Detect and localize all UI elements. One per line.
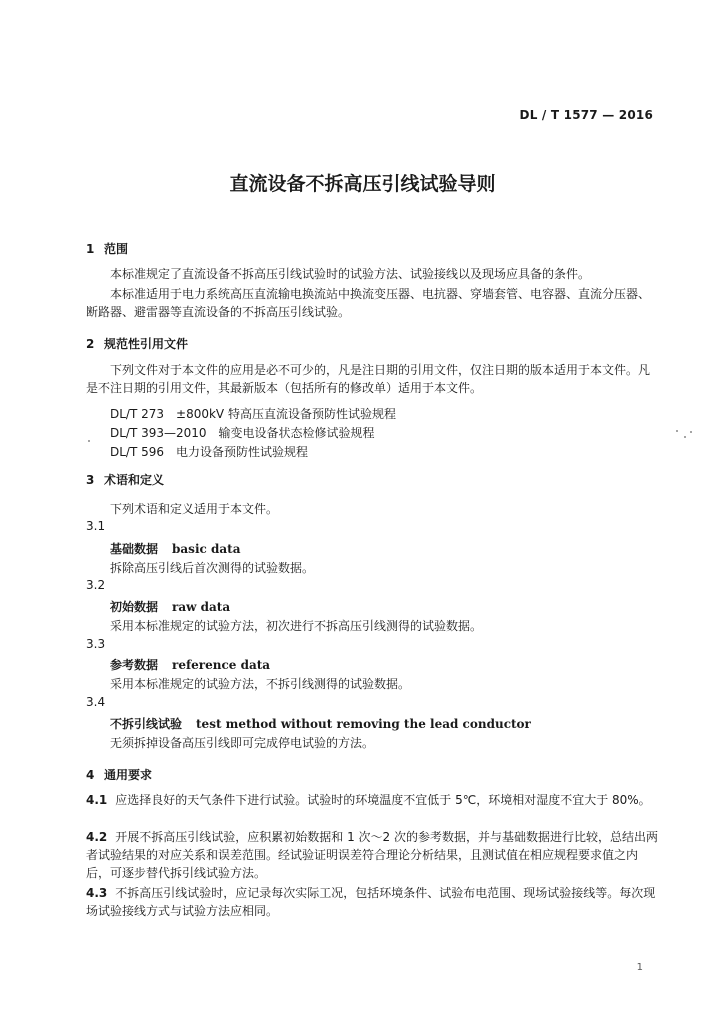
section-title: 规范性引用文件 xyxy=(104,337,189,351)
section-number: 2 xyxy=(86,337,95,351)
section-title: 术语和定义 xyxy=(104,473,165,487)
requirement-text: 不拆高压引线试验时，应记录每次实际工况，包括环境条件、试验布电范围、现场试验接线等。每次现场试验接线方式与试验方法应相同。 xyxy=(86,886,656,918)
reference-item: DL/T 596 电力设备预防性试验规程 xyxy=(110,445,309,459)
terms-intro: 下列术语和定义适用于本文件。 xyxy=(110,502,279,516)
term-heading xyxy=(110,540,240,557)
section-number: 1 xyxy=(86,242,95,256)
page-number: 1 xyxy=(636,962,643,973)
requirement-item xyxy=(86,791,658,809)
standard-code: DL / T 1577 — 2016 xyxy=(519,108,653,122)
term-heading xyxy=(110,656,270,673)
requirement-text: 开展不拆高压引线试验，应积累初始数据和 1 次～2 次的参考数据，并与基础数据进行比较，总结出两者试验结果的对应关系和误差范围。经试验证明误差符合理论分析结果，且测试值在相应规程要求值之内后，可逐步替代拆引线试验方法。 xyxy=(86,830,658,880)
document-title: 直流设备不拆高压引线试验导则 xyxy=(229,173,496,195)
scan-speck xyxy=(684,436,686,438)
term-zh: 参考数据 xyxy=(110,658,159,672)
reference-item: DL/T 393—2010 输变电设备状态检修试验规程 xyxy=(110,426,375,440)
term-en: basic data xyxy=(172,542,241,556)
term-heading xyxy=(110,598,230,615)
section-title: 通用要求 xyxy=(104,768,153,782)
requirement-number: 4.1 xyxy=(86,793,108,807)
requirement-item xyxy=(86,884,658,920)
term-heading xyxy=(110,715,531,732)
normative-paragraph: 下列文件对于本文件的应用是必不可少的，凡是注日期的引用文件，仅注日期的版本适用于本文件。凡是不注日期的引用文件，其最新版本（包括所有的修改单）适用于本文件。 xyxy=(86,363,651,395)
term-en: test method without removing the lead conductor xyxy=(196,717,531,731)
reference-item: DL/T 273 ±800kV 特高压直流设备预防性试验规程 xyxy=(110,407,396,421)
term-en: raw data xyxy=(172,600,231,614)
requirement-number: 4.2 xyxy=(86,830,108,844)
term-number: 3.4 xyxy=(86,695,106,709)
term-zh: 初始数据 xyxy=(110,600,159,614)
term-zh: 不拆引线试验 xyxy=(110,717,183,731)
scan-speck xyxy=(690,431,692,433)
section-heading-normative xyxy=(86,335,188,352)
requirement-number: 4.3 xyxy=(86,886,108,900)
section-heading-terms xyxy=(86,471,164,488)
scan-speck xyxy=(676,430,678,432)
scope-paragraph-2: 本标准适用于电力系统高压直流输电换流站中换流变压器、电抗器、穿墙套管、电容器、直流分压器、断路器、避雷器等直流设备的不拆高压引线试验。 xyxy=(86,287,651,319)
term-en: reference data xyxy=(172,658,271,672)
section-number: 4 xyxy=(86,768,95,782)
section-title: 范围 xyxy=(104,242,129,256)
term-definition: 采用本标准规定的试验方法，初次进行不拆高压引线测得的试验数据。 xyxy=(110,619,483,633)
term-zh: 基础数据 xyxy=(110,542,159,556)
requirement-text: 应选择良好的天气条件下进行试验。试验时的环境温度不宜低于 5℃，环境相对湿度不宜大于 80%。 xyxy=(115,793,651,807)
term-definition: 无须拆掉设备高压引线即可完成停电试验的方法。 xyxy=(110,736,375,750)
section-heading-general xyxy=(86,766,152,783)
scope-paragraph-1: 本标准规定了直流设备不拆高压引线试验时的试验方法、试验接线以及现场应具备的条件。 xyxy=(110,267,591,281)
requirement-item xyxy=(86,828,658,882)
term-number: 3.3 xyxy=(86,637,106,651)
section-number: 3 xyxy=(86,473,95,487)
section-heading-scope xyxy=(86,240,128,257)
scan-speck xyxy=(88,440,90,442)
term-definition: 采用本标准规定的试验方法，不拆引线测得的试验数据。 xyxy=(110,677,411,691)
term-number: 3.1 xyxy=(86,519,106,533)
term-number: 3.2 xyxy=(86,578,106,592)
term-definition: 拆除高压引线后首次测得的试验数据。 xyxy=(110,561,315,575)
